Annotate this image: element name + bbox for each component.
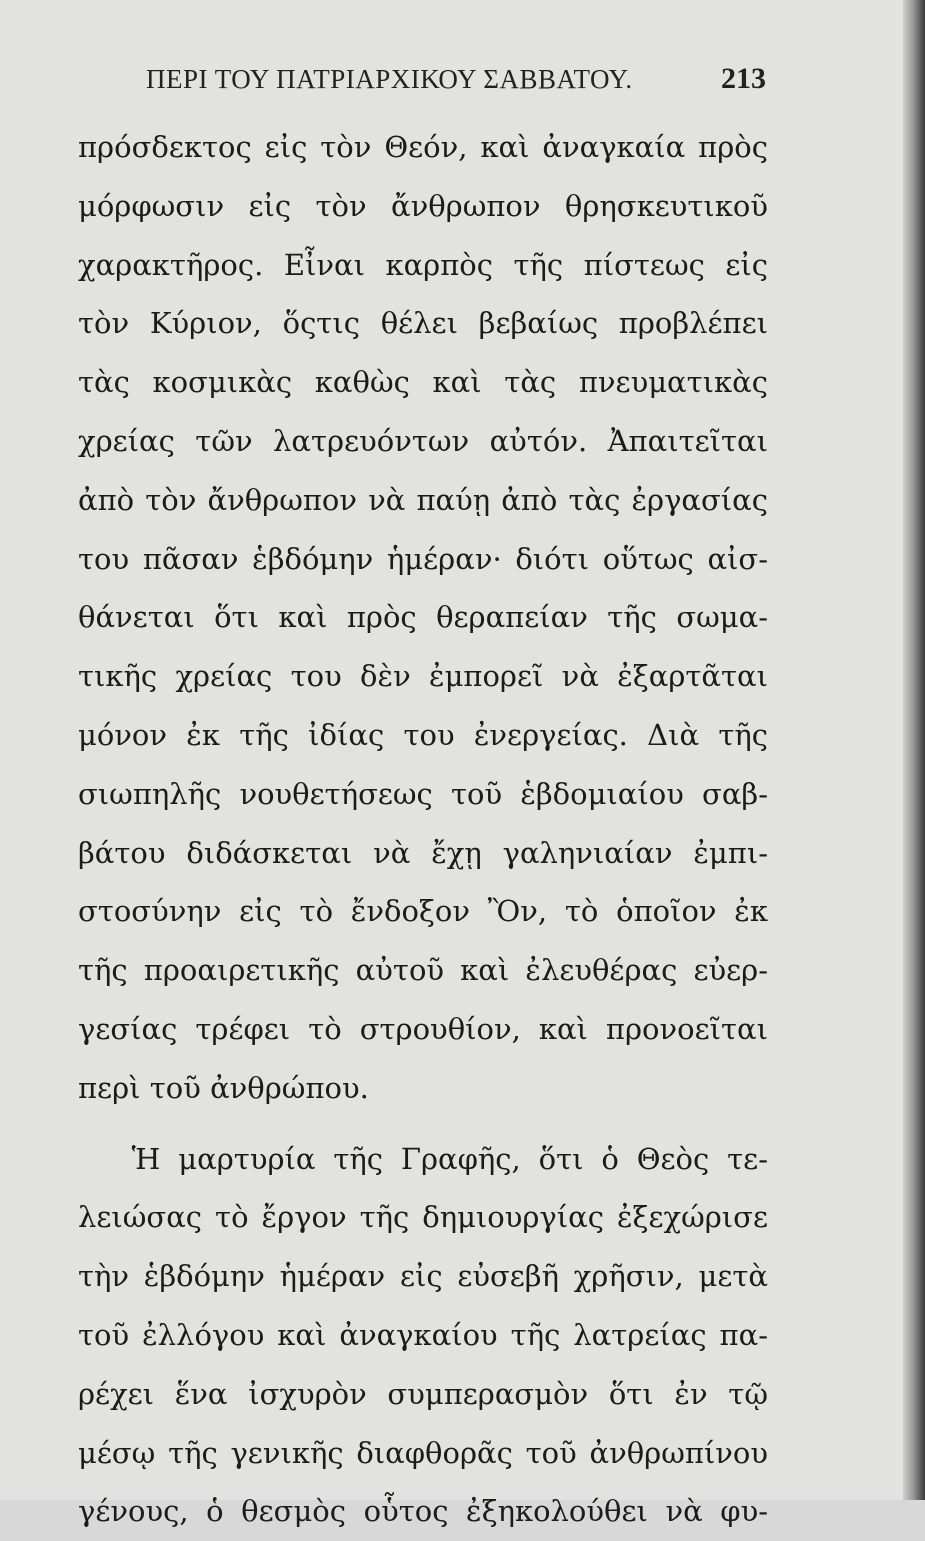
paragraph-gap <box>78 1118 768 1130</box>
text-line: χρείας τῶν λατρευόντων αὐτόν. Ἀπαιτεῖται <box>78 423 768 458</box>
text-line: τὴν ἑβδόμην ἡμέραν εἰς εὐσεβῆ χρῆσιν, μετὰ <box>78 1259 768 1294</box>
page-spine-shadow <box>903 0 925 1500</box>
text-line: σιωπηλῆς νουθετήσεως τοῦ ἑβδομιαίου σαβ- <box>78 776 768 811</box>
text-line: γένους, ὁ θεσμὸς οὗτος ἐξηκολούθει νὰ φυ- <box>78 1494 768 1529</box>
paragraph <box>78 118 768 1118</box>
text-line: τὰς κοσμικὰς καθὼς καὶ τὰς πνευματικὰς <box>78 365 768 400</box>
text-line: γεσίας τρέφει τὸ στρουθίον, καὶ προνοεῖται <box>78 1011 768 1046</box>
running-title: ΠΕΡΙ ΤΟΥ ΠΑΤΡΙΑΡΧΙΚΟΥ ΣΑΒΒΑΤΟΥ. <box>146 64 633 94</box>
text-line: ρέχει ἕνα ἰσχυρὸν συμπερασμὸν ὅτι ἐν τῷ <box>78 1376 768 1411</box>
text-line: ἀπὸ τὸν ἄνθρωπον νὰ παύῃ ἀπὸ τὰς ἐργασίας <box>78 482 768 517</box>
paragraph <box>78 1130 768 1541</box>
page-number: 213 <box>721 62 766 95</box>
text-line: περὶ τοῦ ἀνθρώπου. <box>78 1070 369 1105</box>
text-line: τὸν Κύριον, ὅςτις θέλει βεβαίως προβλέπει <box>78 306 768 341</box>
body-text <box>78 118 768 1541</box>
text-line: μόρφωσιν εἰς τὸν ἄνθρωπον θρησκευτικοῦ <box>78 188 768 223</box>
text-line: στοσύνην εἰς τὸ ἔνδοξον Ὂν, τὸ ὁποῖον ἐκ <box>78 894 768 929</box>
text-line: του πᾶσαν ἑβδόμην ἡμέραν· διότι οὕτως αἰσ- <box>78 541 768 576</box>
text-line: θάνεται ὅτι καὶ πρὸς θεραπείαν τῆς σωμα- <box>78 600 768 635</box>
text-line: μέσῳ τῆς γενικῆς διαφθορᾶς τοῦ ἀνθρωπίνου <box>78 1435 768 1470</box>
text-line: μόνον ἐκ τῆς ἰδίας του ἐνεργείας. Διὰ τῆς <box>78 717 768 752</box>
text-line: πρόσδεκτος εἰς τὸν Θεόν, καὶ ἀναγκαία πρὸς <box>78 130 768 164</box>
text-line: βάτου διδάσκεται νὰ ἔχῃ γαληνιαίαν ἐμπι- <box>78 835 768 870</box>
text-line: Ἡ μαρτυρία τῆς Γραφῆς, ὅτι ὁ Θεὸς τε- <box>78 1141 768 1176</box>
text-line: λειώσας τὸ ἔργον τῆς δημιουργίας ἐξεχώρισε <box>78 1200 768 1235</box>
text-line: τικῆς χρείας του δὲν ἐμπορεῖ νὰ ἐξαρτᾶται <box>78 659 768 694</box>
text-line: χαρακτῆρος. Εἶναι καρπὸς τῆς πίστεως εἰς <box>78 247 768 282</box>
running-head <box>146 56 766 96</box>
text-line: τῆς προαιρετικῆς αὐτοῦ καὶ ἐλευθέρας εὐερ- <box>78 953 768 988</box>
text-line: τοῦ ἐλλόγου καὶ ἀναγκαίου τῆς λατρείας πα- <box>78 1317 768 1352</box>
